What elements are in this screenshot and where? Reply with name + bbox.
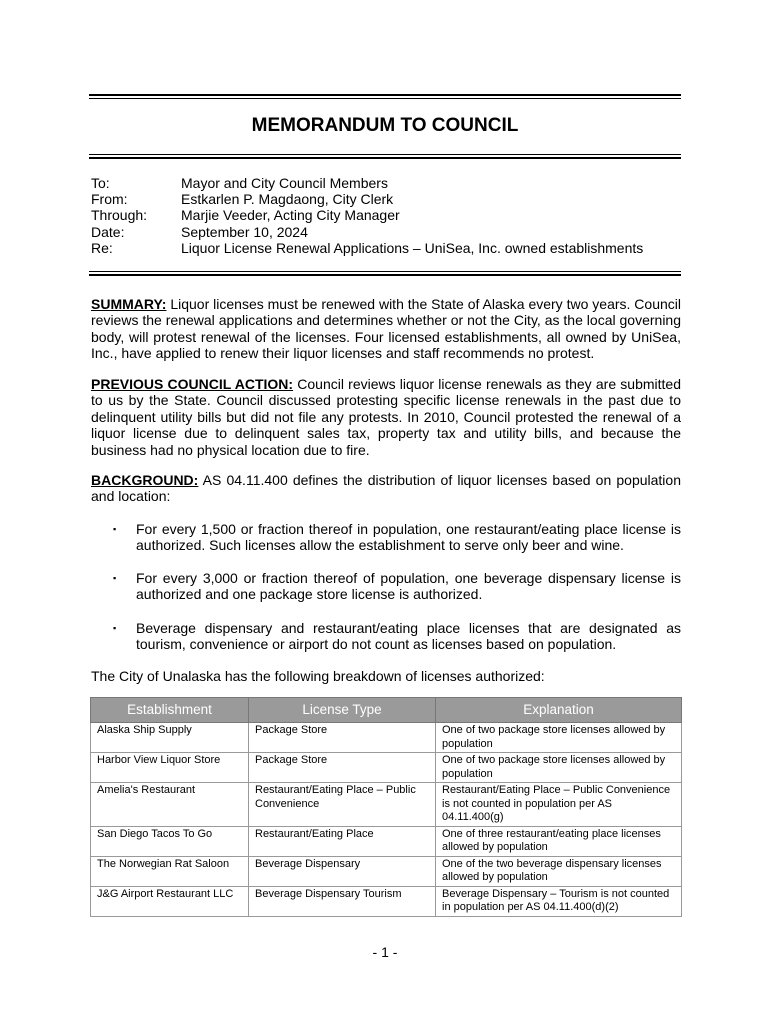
license-table <box>90 697 682 917</box>
summary-heading: SUMMARY: <box>91 296 167 312</box>
table-row <box>91 723 682 753</box>
explanation-cell: One of the two beverage dispensary licenses allowed by population <box>436 856 682 886</box>
header-label: Through: <box>91 207 148 224</box>
license-type-cell: Package Store <box>249 723 436 753</box>
explanation-cell: One of two package store licenses allowed by population <box>436 753 682 783</box>
top-rule-thin <box>89 98 681 99</box>
table-row <box>91 826 682 856</box>
page-number: - 1 - <box>372 944 398 960</box>
establishment-cell: San Diego Tacos To Go <box>91 826 249 856</box>
explanation-cell: Beverage Dispensary – Tourism is not counted in population per AS 04.11.400(d)(2) <box>436 886 682 916</box>
bullet-item <box>113 570 681 603</box>
header-rule-thin <box>89 271 681 272</box>
background-heading: BACKGROUND: <box>91 472 199 488</box>
establishment-cell: J&G Airport Restaurant LLC <box>91 886 249 916</box>
table-row <box>91 886 682 916</box>
summary-paragraph <box>91 296 681 362</box>
table-row <box>91 783 682 827</box>
table-row <box>91 753 682 783</box>
memo-title: MEMORANDUM TO COUNCIL <box>251 115 519 136</box>
explanation-cell: One of three restaurant/eating place licenses allowed by population <box>436 826 682 856</box>
explanation-cell: One of two package store licenses allowed by population <box>436 723 682 753</box>
summary-text: Liquor licenses must be renewed with the State of Alaska every two years. Council reviews the renewal applications and determines whether or not the City, as the local governing body, will protest renewal of the licenses. Four licensed establishments, all owned by UniSea, Inc., have applied to renew their liquor licenses and staff recommends no protest. <box>91 296 681 362</box>
bullet-mark: ▪ <box>113 524 117 534</box>
establishment-cell: The Norwegian Rat Saloon <box>91 856 249 886</box>
column-header-explanation: Explanation <box>436 698 682 723</box>
establishment-cell: Alaska Ship Supply <box>91 723 249 753</box>
license-type-cell: Restaurant/Eating Place – Public Convenience <box>249 783 436 827</box>
previous-action-text: Council reviews liquor license renewals as they are submitted to us by the State. Council discussed protesting specific license renewals in the past due to delinquent utility bills but did not file any protests. In 2010, Council protested the renewal of a liquor license due to delinquent sales tax, property tax and utility bills, and because the business had no physical location due to fire. <box>91 376 681 458</box>
header-label: To: <box>91 175 110 191</box>
header-label: Re: <box>91 239 113 256</box>
title-rule-thick <box>89 157 681 159</box>
bullet-mark: ▪ <box>113 573 117 583</box>
table-row <box>91 856 682 886</box>
header-row-re <box>91 240 643 256</box>
bullet-text: For every 3,000 or fraction thereof of population, one beverage dispensary license is authorized and one package store license is authorized. <box>136 570 681 603</box>
column-header-establishment: Establishment <box>91 698 249 723</box>
license-type-cell: Package Store <box>249 753 436 783</box>
column-header-license-type: License Type <box>249 698 436 723</box>
header-row-to <box>91 175 643 191</box>
top-rule-thick <box>89 94 681 96</box>
header-label: Date: <box>91 223 125 240</box>
license-type-cell: Beverage Dispensary <box>249 856 436 886</box>
previous-action-paragraph <box>91 376 681 458</box>
table-header-row <box>91 698 682 723</box>
title-rule-thin <box>89 154 681 155</box>
explanation-cell: Restaurant/Eating Place – Public Convenience is not counted in population per AS 04.11.400(g) <box>436 783 682 827</box>
license-type-cell: Restaurant/Eating Place <box>249 826 436 856</box>
bullet-mark: ▪ <box>113 623 117 633</box>
header-value: September 10, 2024 <box>181 223 308 240</box>
header-value: Mayor and City Council Members <box>181 175 388 191</box>
establishment-cell: Amelia's Restaurant <box>91 783 249 827</box>
bullet-text: For every 1,500 or fraction thereof in population, one restaurant/eating place license is authorized. Such licenses allow the establishment to serve only beer and wine. <box>136 521 681 554</box>
bullet-item <box>113 521 681 554</box>
bullet-text: Beverage dispensary and restaurant/eating place licenses that are designated as tourism, convenience or airport do not count as licenses based on population. <box>136 620 681 653</box>
bullet-item <box>113 620 681 653</box>
header-rule-thick <box>89 274 681 276</box>
header-value: Liquor License Renewal Applications – UniSea, Inc. owned establishments <box>181 239 644 256</box>
previous-action-heading: PREVIOUS COUNCIL ACTION: <box>91 376 294 392</box>
establishment-cell: Harbor View Liquor Store <box>91 753 249 783</box>
header-label: From: <box>91 191 128 208</box>
header-value: Estkarlen P. Magdaong, City Clerk <box>181 191 394 208</box>
background-paragraph <box>91 472 681 505</box>
header-value: Marjie Veeder, Acting City Manager <box>181 207 400 224</box>
license-type-cell: Beverage Dispensary Tourism <box>249 886 436 916</box>
header-row-date <box>91 224 643 240</box>
memo-header-block <box>91 175 643 256</box>
background-text: AS 04.11.400 defines the distribution of liquor licenses based on population and location: <box>91 472 681 505</box>
table-intro: The City of Unalaska has the following breakdown of licenses authorized: <box>91 668 545 684</box>
header-row-from <box>91 191 643 207</box>
header-row-through <box>91 207 643 223</box>
